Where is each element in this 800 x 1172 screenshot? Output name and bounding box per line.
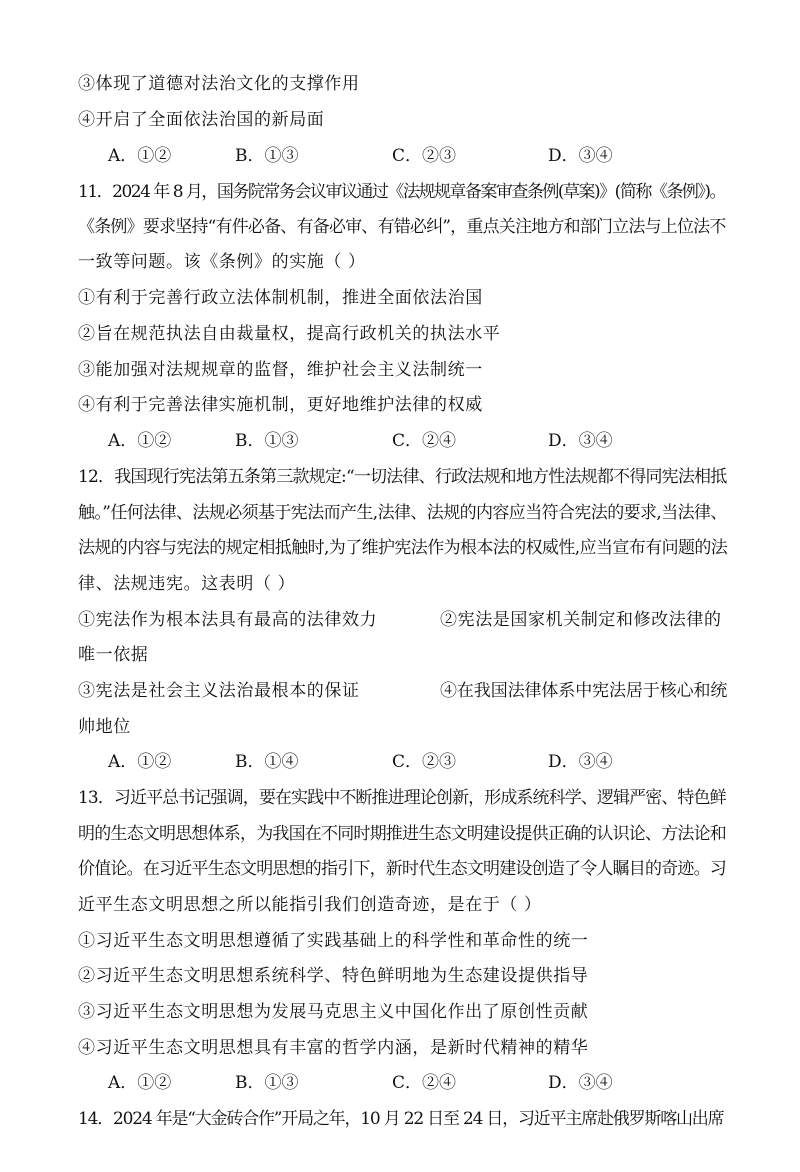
q11-item-4: ④有利于完善法律实施机制，更好地维护法律的权威 [78, 395, 483, 415]
q10-option-d[interactable]: D．③④ [548, 146, 613, 166]
q11-stem-line-1: 11．2024 年 8 月，国务院常务会议审议通过《法规规章备案审查条例(草案)》(简称《条例》)。 [78, 182, 725, 202]
q10-item-3: ③体现了道德对法治文化的支撑作用 [78, 74, 360, 94]
q12-option-b[interactable]: B．①④ [235, 752, 299, 772]
q12-item-2-part-2: 唯一依据 [78, 645, 149, 665]
q13-item-1: ①习近平生态文明思想遵循了实践基础上的科学性和革命性的统一 [78, 931, 589, 951]
q11-item-2: ②旨在规范执法自由裁量权，提高行政机关的执法水平 [78, 324, 501, 344]
q13-option-a[interactable]: A．①② [108, 1073, 172, 1093]
q13-option-d[interactable]: D．③④ [548, 1073, 613, 1093]
q11-option-c[interactable]: C．②④ [392, 431, 457, 451]
q11-option-b[interactable]: B．①③ [235, 431, 299, 451]
q12-option-c[interactable]: C．②③ [392, 752, 457, 772]
q12-option-d[interactable]: D．③④ [548, 752, 613, 772]
q11-stem-line-2: 《条例》要求坚持“有件必备、有备必审、有错必纠”，重点关注地方和部门立法与上位法不 [78, 217, 726, 237]
q12-item-3: ③宪法是社会主义法治最根本的保证 [78, 681, 360, 701]
q13-stem-line-3: 价值论。在习近平生态文明思想的指引下，新时代生态文明建设创造了令人瞩目的奇迹。习 [78, 859, 726, 879]
q10-option-a[interactable]: A．①② [108, 146, 172, 166]
q13-item-2: ②习近平生态文明思想系统科学、特色鲜明地为生态建设提供指导 [78, 966, 589, 986]
q12-option-a[interactable]: A．①② [108, 752, 172, 772]
q14-stem-line-1: 14．2024 年是“大金砖合作”开局之年，10 月 22 日至 24 日，习近平主席赴俄罗斯喀山出席 [78, 1109, 724, 1129]
q13-item-3: ③习近平生态文明思想为发展马克思主义中国化作出了原创性贡献 [78, 1002, 589, 1022]
q11-item-3: ③能加强对法规规章的监督，维护社会主义法制统一 [78, 360, 483, 380]
q10-option-b[interactable]: B．①③ [235, 146, 299, 166]
q11-stem-line-3: 一致等问题。该《条例》的实施（ ） [78, 252, 366, 272]
q10-options [0, 144, 800, 168]
q12-stem-line-4: 律、法规违宪。这表明（ ） [78, 574, 296, 594]
q11-option-a[interactable]: A．①② [108, 431, 172, 451]
q13-stem-line-1: 13．习近平总书记强调，要在实践中不断推进理论创新，形成系统科学、逻辑严密、特色鲜 [78, 788, 726, 808]
q13-options [0, 1071, 800, 1095]
q12-item-4-part-2: 帅地位 [78, 717, 131, 737]
q12-stem-line-3: 法规的内容与宪法的规定相抵触时,为了维护宪法作为根本法的权威性,应当宣布有问题的法 [78, 538, 728, 558]
q13-option-b[interactable]: B．①③ [235, 1073, 299, 1093]
q11-option-d[interactable]: D．③④ [548, 431, 613, 451]
q13-stem-line-2: 明的生态文明思想体系，为我国在不同时期推进生态文明建设提供正确的认识论、方法论和 [78, 824, 726, 844]
q12-item-1: ①宪法作为根本法具有最高的法律效力 [78, 610, 378, 630]
q13-option-c[interactable]: C．②④ [392, 1073, 457, 1093]
q12-stem-line-1: 12．我国现行宪法第五条第三款规定:“一切法律、行政法规和地方性法规都不得同宪法相抵 [78, 467, 727, 487]
q12-item-4-part-1: ④在我国法律体系中宪法居于核心和统 [440, 681, 728, 701]
q12-options [0, 750, 800, 774]
q13-item-4: ④习近平生态文明思想具有丰富的哲学内涵，是新时代精神的精华 [78, 1038, 589, 1058]
q10-item-4: ④开启了全面依法治国的新局面 [78, 110, 325, 130]
q12-item-2-part-1: ②宪法是国家机关制定和修改法律的 [440, 610, 722, 630]
q11-item-1: ①有利于完善行政立法体制机制，推进全面依法治国 [78, 288, 483, 308]
q10-option-c[interactable]: C．②③ [392, 146, 457, 166]
q11-options [0, 429, 800, 453]
q13-stem-line-4: 近平生态文明思想之所以能指引我们创造奇迹，是在于（ ） [78, 895, 542, 915]
q12-stem-line-2: 触。”任何法律、法规必须基于宪法而产生,法律、法规的内容应当符合宪法的要求,当法律、 [78, 503, 727, 523]
